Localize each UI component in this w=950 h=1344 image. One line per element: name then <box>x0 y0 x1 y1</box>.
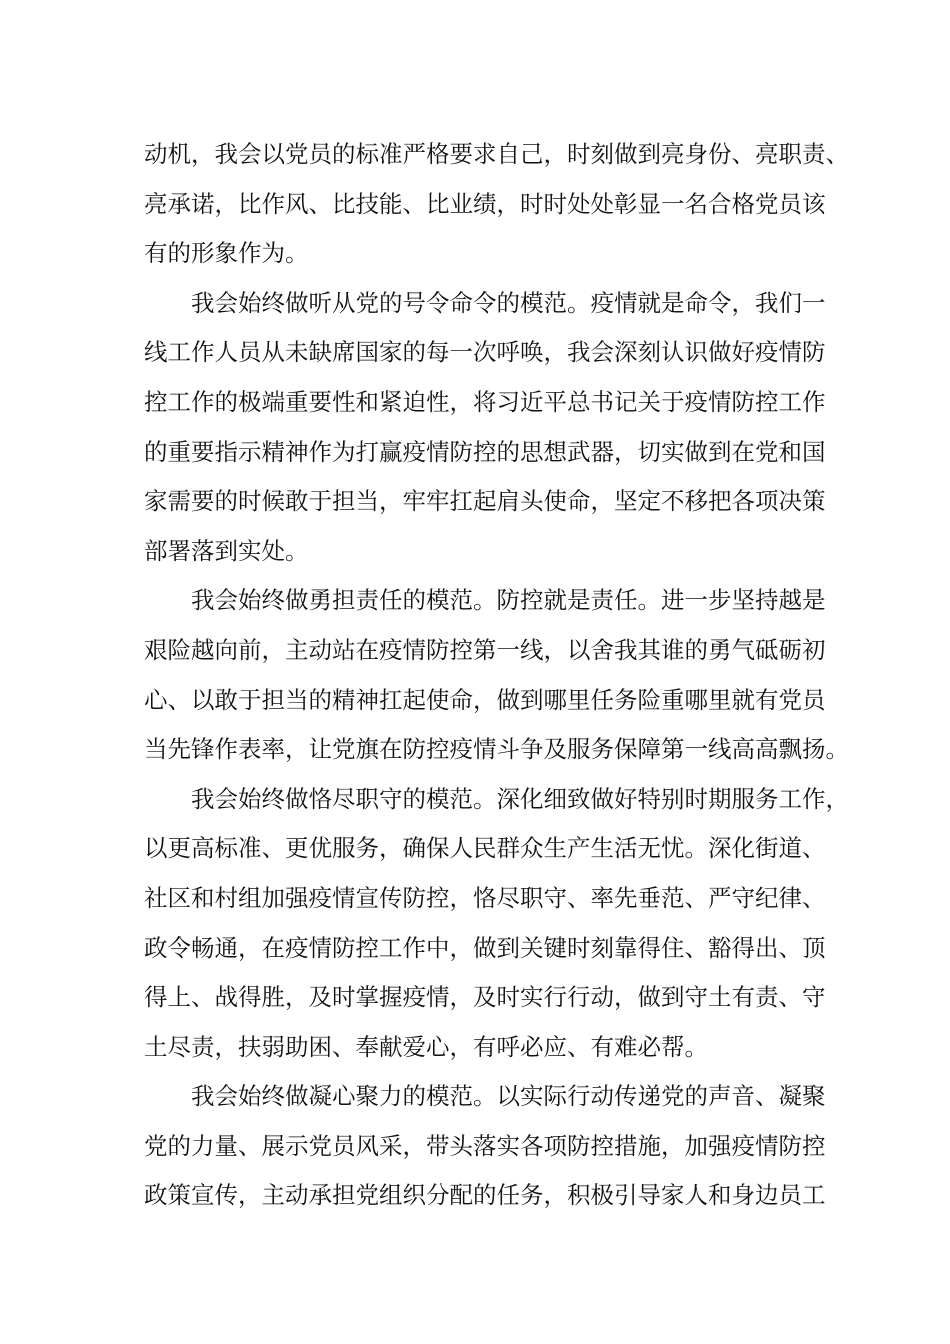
text-line: 社区和村组加强疫情宣传防控，恪尽职守、率先垂范、严守纪律、 <box>144 883 826 912</box>
text-line: 动机，我会以党员的标准严格要求自己，时刻做到亮身份、亮职责、 <box>144 140 849 168</box>
paragraph-take-responsibility <box>144 576 849 774</box>
text-line: 部署落到实处。 <box>144 536 309 565</box>
text-line: 政令畅通，在疫情防控工作中，做到关键时刻靠得住、豁得出、顶 <box>144 933 826 962</box>
text-line: 我会始终做恪尽职守的模范。深化细致做好特别时期服务工作， <box>191 784 849 813</box>
text-line: 的重要指示精神作为打赢疫情防控的思想武器，切实做到在党和国 <box>144 437 826 466</box>
text-line: 土尽责，扶弱助困、奉献爱心，有呼必应、有难必帮。 <box>144 1032 708 1061</box>
paragraph-obey-orders <box>144 279 826 577</box>
text-line: 我会始终做听从党的号令命令的模范。疫情就是命令，我们一 <box>191 288 826 317</box>
text-line: 家需要的时候敢于担当，牢牢扛起肩头使命，坚定不移把各项决策 <box>144 487 826 516</box>
text-line: 我会始终做凝心聚力的模范。以实际行动传递党的声音、凝聚 <box>191 1082 826 1111</box>
text-line: 当先锋作表率，让党旗在防控疫情斗争及服务保障第一线高高飘扬。 <box>144 735 849 764</box>
paragraph-unity <box>144 1072 826 1221</box>
text-line: 党的力量、展示党员风采，带头落实各项防控措施，加强疫情防控 <box>144 1131 826 1160</box>
text-line: 亮承诺，比作风、比技能、比业绩，时时处处彰显一名合格党员该 <box>144 189 826 218</box>
text-line: 得上、战得胜，及时掌握疫情，及时实行行动，做到守土有责、守 <box>144 983 826 1012</box>
text-line: 以更高标准、更优服务，确保人民群众生产生活无忧。深化街道、 <box>144 834 826 863</box>
text-line: 控工作的极端重要性和紧迫性，将习近平总书记关于疫情防控工作 <box>144 387 826 416</box>
text-line: 政策宣传，主动承担党组织分配的任务，积极引导家人和身边员工 <box>144 1181 826 1210</box>
paragraph-dedication <box>144 775 849 1073</box>
document-page <box>144 130 849 1221</box>
paragraph-continuation <box>144 130 849 279</box>
text-line: 艰险越向前，主动站在疫情防控第一线，以舍我其谁的勇气砥砺初 <box>144 635 826 664</box>
text-line: 我会始终做勇担责任的模范。防控就是责任。进一步坚持越是 <box>191 586 826 615</box>
text-line: 有的形象作为。 <box>144 239 309 268</box>
text-line: 心、以敢于担当的精神扛起使命，做到哪里任务险重哪里就有党员 <box>144 685 826 714</box>
text-line: 线工作人员从未缺席国家的每一次呼唤，我会深刻认识做好疫情防 <box>144 338 826 367</box>
